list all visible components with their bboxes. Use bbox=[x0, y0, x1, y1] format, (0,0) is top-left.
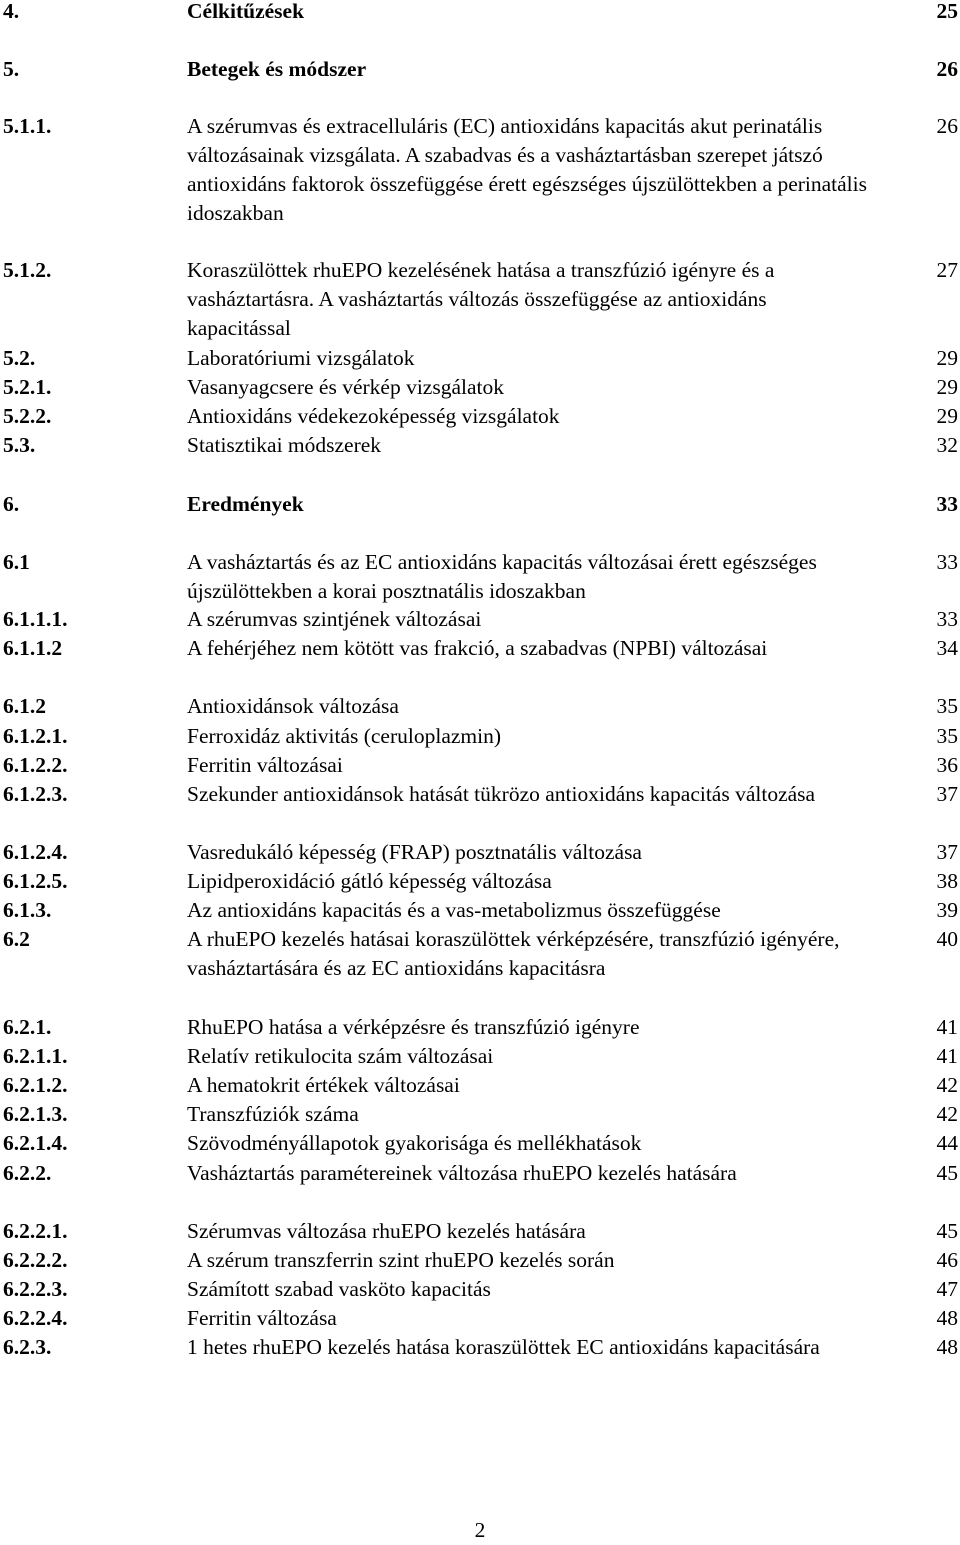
toc-entry-page: 25 bbox=[936, 0, 958, 23]
toc-entry-page: 26 bbox=[936, 57, 958, 81]
toc-entry-number: 5.3. bbox=[3, 433, 36, 457]
toc-entry-title: Az antioxidáns kapacitás és a vas-metabolizmus összefüggése bbox=[187, 898, 721, 922]
toc-entry-title: Ferroxidáz aktivitás (ceruloplazmin) bbox=[187, 724, 502, 748]
toc-entry-number: 6.1.1.1. bbox=[3, 607, 68, 631]
toc-entry-number: 6.1.2.5. bbox=[3, 869, 68, 893]
toc-entry-number: 6.2.1.2. bbox=[3, 1073, 68, 1097]
toc-entry-title: Betegek és módszer bbox=[187, 57, 367, 81]
toc-entry-title: Relatív retikulocita szám változásai bbox=[187, 1044, 494, 1068]
toc-entry-page: 48 bbox=[936, 1335, 958, 1359]
toc-entry-page: 40 bbox=[936, 927, 958, 951]
toc-entry-page: 46 bbox=[936, 1248, 958, 1272]
toc-entry-number: 6.1.2.1. bbox=[3, 724, 68, 748]
toc-entry-number: 5.2. bbox=[3, 346, 36, 370]
toc-entry-title: Ferritin változása bbox=[187, 1306, 337, 1330]
toc-entry-page: 33 bbox=[936, 550, 958, 574]
toc-entry-title: Vasháztartás paramétereinek változása rhuEPO kezelés hatására bbox=[187, 1161, 737, 1185]
toc-entry-number: 5.2.1. bbox=[3, 375, 52, 399]
toc-entry-page: 36 bbox=[936, 753, 958, 777]
toc-entry-title: A hematokrit értékek változásai bbox=[187, 1073, 460, 1097]
toc-entry-number: 6.1.2.3. bbox=[3, 782, 68, 806]
toc-entry-page: 42 bbox=[936, 1102, 958, 1126]
toc-entry-number: 6.2.1.4. bbox=[3, 1131, 68, 1155]
toc-entry-page: 48 bbox=[936, 1306, 958, 1330]
toc-entry-page: 41 bbox=[936, 1015, 958, 1039]
toc-entry-title: Ferritin változásai bbox=[187, 753, 343, 777]
toc-entry-title: Statisztikai módszerek bbox=[187, 433, 382, 457]
toc-entry-number: 6.2.2.2. bbox=[3, 1248, 68, 1272]
toc-entry-page: 33 bbox=[936, 607, 958, 631]
toc-entry-number: 6.1.2.2. bbox=[3, 753, 68, 777]
toc-entry-number: 6.2.1.1. bbox=[3, 1044, 68, 1068]
toc-entry-title: A szérumvas szintjének változásai bbox=[187, 607, 482, 631]
toc-entry-number: 6.2.1.3. bbox=[3, 1102, 68, 1126]
toc-entry-number: 5.2.2. bbox=[3, 404, 52, 428]
toc-entry-page: 37 bbox=[936, 840, 958, 864]
toc-entry-page: 29 bbox=[936, 404, 958, 428]
toc-entry-title: Szövodményállapotok gyakorisága és mellékhatások bbox=[187, 1131, 642, 1155]
toc-entry-title: Antioxidáns védekezoképesség vizsgálatok bbox=[187, 404, 560, 428]
toc-entry-page: 29 bbox=[936, 346, 958, 370]
toc-entry-title: A fehérjéhez nem kötött vas frakció, a szabadvas (NPBI) változásai bbox=[187, 636, 768, 660]
toc-entry-page: 47 bbox=[936, 1277, 958, 1301]
toc-entry-number: 6.2.3. bbox=[3, 1335, 52, 1359]
toc-entry-page: 38 bbox=[936, 869, 958, 893]
toc-entry-number: 6.1.3. bbox=[3, 898, 52, 922]
toc-entry-page: 32 bbox=[936, 433, 958, 457]
toc-entry-page: 35 bbox=[936, 724, 958, 748]
toc-entry-page: 45 bbox=[936, 1219, 958, 1243]
toc-entry-page: 26 bbox=[936, 114, 958, 138]
toc-entry-title: Szérumvas változása rhuEPO kezelés hatására bbox=[187, 1219, 586, 1243]
toc-entry-title: Antioxidánsok változása bbox=[187, 694, 399, 718]
toc-entry-title: Szekunder antioxidánsok hatását tükrözo antioxidáns kapacitás változása bbox=[187, 782, 816, 806]
toc-entry-title: Laboratóriumi vizsgálatok bbox=[187, 346, 415, 370]
toc-entry-page: 37 bbox=[936, 782, 958, 806]
toc-entry-title: Koraszülöttek rhuEPO kezelésének hatása a transzfúzió igényre és a vasháztartásra. A vasháztartás változás összefüggése az antioxidáns kapacitással bbox=[187, 258, 775, 340]
toc-entry-page: 33 bbox=[936, 492, 958, 516]
toc-entry-number: 6.2.2.3. bbox=[3, 1277, 68, 1301]
toc-entry-number: 6.2.2. bbox=[3, 1161, 52, 1185]
toc-entry-number: 5.1.2. bbox=[3, 258, 52, 282]
toc-entry-number: 5. bbox=[3, 57, 20, 81]
toc-entry-title: Eredmények bbox=[187, 492, 304, 516]
toc-entry-number: 6.1.2.4. bbox=[3, 840, 68, 864]
toc-entry-page: 39 bbox=[936, 898, 958, 922]
toc-entry-title: A szérumvas és extracelluláris (EC) antioxidáns kapacitás akut perinatális változásainak vizsgálata. A szabadvas és a vasháztartásban szerepet játszó antioxidáns faktorok összefüggése érett egészséges újszülöttekben a perinatális idoszakban bbox=[187, 114, 868, 225]
toc-entry-number: 6.2.2.1. bbox=[3, 1219, 68, 1243]
toc-entry-title: Számított szabad vasköto kapacitás bbox=[187, 1277, 491, 1301]
toc-entry-title: 1 hetes rhuEPO kezelés hatása koraszülöttek EC antioxidáns kapacitására bbox=[187, 1335, 820, 1359]
toc-entry-number: 6. bbox=[3, 492, 20, 516]
toc-entry-number: 6.1 bbox=[3, 550, 30, 574]
toc-entry-title: RhuEPO hatása a vérképzésre és transzfúzió igényre bbox=[187, 1015, 640, 1039]
toc-entry-title: Lipidperoxidáció gátló képesség változása bbox=[187, 869, 552, 893]
page-number: 2 bbox=[474, 1518, 486, 1542]
toc-entry-page: 44 bbox=[936, 1131, 958, 1155]
toc-entry-page: 45 bbox=[936, 1161, 958, 1185]
toc-entry-number: 5.1.1. bbox=[3, 114, 52, 138]
toc-entry-page: 27 bbox=[936, 258, 958, 282]
toc-entry-title: Célkitűzések bbox=[187, 0, 305, 23]
toc-entry-page: 34 bbox=[936, 636, 958, 660]
toc-entry-number: 6.1.1.2 bbox=[3, 636, 63, 660]
toc-entry-number: 6.2 bbox=[3, 927, 30, 951]
toc-entry-title: Vasredukáló képesség (FRAP) posztnatális változása bbox=[187, 840, 642, 864]
toc-entry-page: 41 bbox=[936, 1044, 958, 1068]
toc-entry-title: A rhuEPO kezelés hatásai koraszülöttek vérképzésére, transzfúzió igényére, vasháztartására és az EC antioxidáns kapacitásra bbox=[187, 927, 840, 980]
toc-entry-number: 6.1.2 bbox=[3, 694, 46, 718]
toc-entry-number: 4. bbox=[3, 0, 20, 23]
toc-entry-page: 42 bbox=[936, 1073, 958, 1097]
toc-entry-title: Transzfúziók száma bbox=[187, 1102, 359, 1126]
toc-entry-number: 6.2.2.4. bbox=[3, 1306, 68, 1330]
toc-entry-title: A szérum transzferrin szint rhuEPO kezelés során bbox=[187, 1248, 615, 1272]
toc-entry-page: 29 bbox=[936, 375, 958, 399]
toc-entry-page: 35 bbox=[936, 694, 958, 718]
toc-entry-title: Vasanyagcsere és vérkép vizsgálatok bbox=[187, 375, 504, 399]
toc-entry-number: 6.2.1. bbox=[3, 1015, 52, 1039]
toc-entry-title: A vasháztartás és az EC antioxidáns kapacitás változásai érett egészséges újszülöttekben a korai posztnatális idoszakban bbox=[187, 550, 817, 603]
